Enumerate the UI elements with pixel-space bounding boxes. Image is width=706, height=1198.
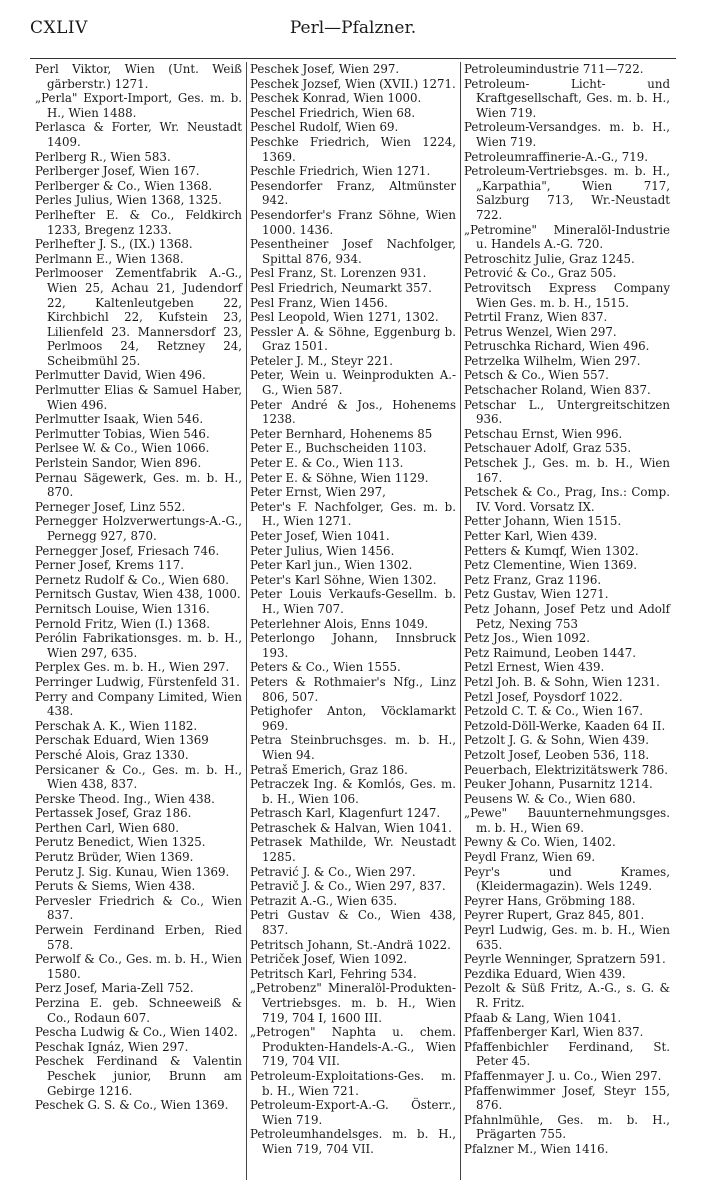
directory-entry: Petroleum- Licht- und Kraftgesellschaft, Ges. m. b. H., Wien 719. — [464, 76, 670, 120]
directory-entry: Pfaffenmayer J. u. Co., Wien 297. — [464, 1068, 662, 1083]
directory-entry: Peschel Rudolf, Wien 69. — [250, 120, 399, 135]
directory-entry: Petraczek Ing. & Komlós, Ges. m. b. H., Wien 106. — [250, 777, 456, 806]
directory-entry: Pervesler Friedrich & Co., Wien 837. — [35, 893, 242, 923]
directory-entry: Petritsch Johann, St.-Andrä 1022. — [250, 937, 451, 952]
directory-entry: Pezolt & Süß Fritz, A.-G., s. G. & R. Fritz. — [464, 981, 670, 1010]
directory-entry: Petters & Kumqf, Wien 1302. — [464, 543, 639, 558]
directory-entry: Petighofer Anton, Vöcklamarkt 969. — [250, 704, 456, 733]
directory-entry: Petravić J. & Co., Wien 297. — [250, 864, 416, 879]
directory-entry: Peuerbach, Elektrizitätswerk 786. — [464, 762, 669, 777]
directory-entry: Perringer Ludwig, Fürstenfeld 31. — [35, 674, 240, 689]
directory-entry: Peyrl Ludwig, Ges. m. b. H., Wien 635. — [464, 923, 670, 952]
directory-entry: Petz Raimund, Leoben 1447. — [464, 645, 637, 660]
directory-entry: Petri Gustav & Co., Wien 438, 837. — [250, 908, 456, 938]
directory-entry: Perlmutter Isaak, Wien 546. — [35, 412, 204, 427]
directory-entry: Perlmutter Elias & Samuel Haber, Wien 496. — [35, 383, 242, 412]
directory-entry: Petrović & Co., Graz 505. — [464, 266, 617, 281]
directory-entry: Peschek G. S. & Co., Wien 1369. — [35, 1098, 229, 1113]
directory-entry: Peter Karl jun., Wien 1302. — [250, 558, 413, 573]
directory-entry: Perske Theod. Ing., Wien 438. — [35, 791, 215, 806]
directory-entry: Pernitsch Gustav, Wien 438, 1000. — [35, 587, 241, 602]
directory-entry: Petz Gustav, Wien 1271. — [464, 587, 609, 602]
directory-entry: Petter Johann, Wien 1515. — [464, 514, 622, 529]
directory-entry: Pesentheiner Josef Nachfolger, Spittal 876, 934. — [250, 237, 456, 266]
directory-entry: Petrtil Franz, Wien 837. — [464, 310, 608, 325]
directory-entry: Peterlongo Johann, Innsbruck 193. — [250, 631, 456, 660]
directory-entry: Petrazit A.-G., Wien 635. — [250, 893, 398, 908]
directory-entry: Perólin Fabrikationsges. m. b. H., Wien 297, 635. — [35, 631, 242, 660]
directory-entry: Peter E., Buchscheiden 1103. — [250, 441, 427, 456]
directory-entry: Peschle Friedrich, Wien 1271. — [250, 164, 431, 179]
directory-entry: Perlhefter J. S., (IX.) 1368. — [35, 237, 193, 252]
directory-entry: Perlmann E., Wien 1368. — [35, 251, 184, 266]
directory-entry: Petriček Josef, Wien 1092. — [250, 952, 408, 967]
directory-entry: Peter Bernhard, Hohenems 85 — [250, 426, 433, 441]
directory-entry: Petroleumraffinerie-A.-G., 719. — [464, 149, 648, 164]
directory-entry: Petroleum-Export-A.-G. Österr., Wien 719. — [250, 1098, 456, 1127]
directory-entry: Peter's Karl Söhne, Wien 1302. — [250, 572, 437, 587]
directory-entry: Pewny & Co. Wien, 1402. — [464, 835, 616, 850]
directory-entry: Petraš Emerich, Graz 186. — [250, 762, 408, 777]
page-header — [30, 18, 676, 44]
directory-entry: Peyrer Rupert, Graz 845, 801. — [464, 908, 645, 923]
directory-entry: Pesl Leopold, Wien 1271, 1302. — [250, 310, 439, 325]
directory-entry: Peschak Ignáz, Wien 297. — [35, 1039, 189, 1054]
directory-entry: Petroleum-Vertriebsges. m. b. H., „Karpathia", Wien 717, Salzburg 713, Wr.-Neustadt 722. — [464, 164, 670, 222]
directory-entry: Petzolt J. G. & Sohn, Wien 439. — [464, 733, 649, 748]
directory-entry: Pessler A. & Söhne, Eggenburg b. Graz 1501. — [250, 324, 456, 354]
directory-entry: Peter Josef, Wien 1041. — [250, 529, 390, 543]
directory-entry: Peschel Friedrich, Wien 68. — [250, 105, 416, 120]
directory-entry: Peter Louis Verkaufs-Gesellm. b. H., Wien 707. — [250, 587, 456, 616]
directory-entry: Pfahnlmühle, Ges. m. b. H., Prägarten 755. — [464, 1112, 670, 1142]
directory-entry: Pfaab & Lang, Wien 1041. — [464, 1010, 622, 1025]
directory-entry: Peter André & Jos., Hohenems 1238. — [250, 397, 456, 427]
directory-entry: Perz Josef, Maria-Zell 752. — [35, 981, 194, 996]
directory-entry: Perthen Carl, Wien 680. — [35, 820, 179, 835]
directory-columns — [32, 62, 674, 1180]
directory-entry: Perplex Ges. m. b. H., Wien 297. — [35, 660, 230, 675]
directory-entry: Perneger Josef, Linz 552. — [35, 499, 186, 514]
directory-entry: Peter Ernst, Wien 297, — [250, 485, 386, 500]
directory-entry: Peter E. & Söhne, Wien 1129. — [250, 470, 429, 485]
directory-entry: Pescha Ludwig & Co., Wien 1402. — [35, 1025, 238, 1040]
directory-entry: Peyrer Hans, Gröbming 188. — [464, 893, 636, 908]
directory-entry: „Pewe" Bauunternehmungsges. m. b. H., Wien 69. — [464, 806, 670, 835]
directory-entry: Petzold C. T. & Co., Wien 167. — [464, 704, 643, 719]
directory-entry: Pernetz Rudolf & Co., Wien 680. — [35, 572, 230, 587]
directory-entry: Petroleumhandelsges. m. b. H., Wien 719, 704 VII. — [250, 1127, 456, 1156]
directory-entry: Petraschek & Halvan, Wien 1041. — [250, 820, 452, 835]
running-title: Perl—Pfalzner. — [289, 18, 417, 38]
directory-entry: Peter Julius, Wien 1456. — [250, 543, 395, 558]
directory-entry: Pesendorfer Franz, Altmünster 942. — [250, 178, 456, 208]
directory-entry: Pernegger Holzverwertungs-A.-G., Pernegg 927, 870. — [35, 514, 242, 543]
directory-entry: Pernegger Josef, Friesach 746. — [35, 543, 220, 558]
directory-entry: Peschek Konrad, Wien 1000. — [250, 91, 422, 106]
directory-entry: Perschak A. K., Wien 1182. — [35, 718, 198, 733]
directory-entry: Petz Johann, Josef Petz und Adolf Petz, Nexing 753 — [464, 601, 670, 631]
directory-entry: Persicaner & Co., Ges. m. b. H., Wien 438, 837. — [35, 762, 242, 792]
directory-entry: Petz Franz, Graz 1196. — [464, 572, 602, 587]
directory-entry: Perutz Brüder, Wien 1369. — [35, 850, 194, 865]
directory-entry: Petz Clementine, Wien 1369. — [464, 558, 638, 573]
directory-entry: Perwein Ferdinand Erben, Ried 578. — [35, 923, 242, 952]
directory-entry: Pfaffenberger Karl, Wien 837. — [464, 1025, 644, 1040]
directory-entry: „Petrobenz" Mineralöl-Produkten-Vertriebsges. m. b. H., Wien 719, 704 I, 1600 III. — [250, 981, 456, 1025]
directory-entry: Peuker Johann, Pusarnitz 1214. — [464, 777, 653, 792]
directory-entry: Perzina E. geb. Schneeweiß & Co., Rodaun 607. — [35, 996, 242, 1025]
column-1 — [32, 62, 246, 1180]
directory-entry: Perlmutter Tobias, Wien 546. — [35, 426, 210, 441]
directory-entry: Perles Julius, Wien 1368, 1325. — [35, 193, 222, 208]
directory-entry: Peyrle Wenninger, Spratzern 591. — [464, 952, 666, 967]
directory-entry: Petsch & Co., Wien 557. — [464, 368, 609, 383]
directory-entry: Pertassek Josef, Graz 186. — [35, 806, 192, 821]
directory-entry: Petzl Ernest, Wien 439. — [464, 660, 605, 675]
directory-entry: Petschau Ernst, Wien 996. — [464, 426, 623, 441]
directory-entry: Petra Steinbruchsges. m. b. H., Wien 94. — [250, 733, 456, 762]
directory-entry: Petschek & Co., Prag, Ins.: Comp. IV. Vord. Vorsatz IX. — [464, 485, 670, 514]
directory-entry: Petrovitsch Express Company Wien Ges. m. b. H., 1515. — [464, 280, 670, 310]
directory-entry: „Petrogen" Naphta u. chem. Produkten-Handels-A.-G., Wien 719, 704 VII. — [250, 1025, 456, 1069]
page-number: CXLIV — [30, 18, 88, 38]
directory-entry: Peterlehner Alois, Enns 1049. — [250, 616, 429, 631]
directory-entry: Pesl Franz, St. Lorenzen 931. — [250, 266, 427, 281]
directory-entry: Peschek Josef, Wien 297. — [250, 62, 400, 76]
directory-entry: Perlstein Sandor, Wien 896. — [35, 456, 202, 471]
directory-entry: Petzold-Döll-Werke, Kaaden 64 II. — [464, 718, 666, 733]
directory-entry: Peschek Ferdinand & Valentin Peschek junior, Brunn am Gebirge 1216. — [35, 1054, 242, 1098]
directory-entry: Peteler J. M., Steyr 221. — [250, 353, 394, 368]
directory-entry: Petroschitz Julie, Graz 1245. — [464, 251, 635, 266]
directory-entry: Perlberger & Co., Wien 1368. — [35, 178, 213, 193]
directory-entry: Pfaffenwimmer Josef, Steyr 155, 876. — [464, 1083, 670, 1113]
directory-entry: Petschacher Roland, Wien 837. — [464, 383, 651, 398]
directory-entry: Petroleumindustrie 711—722. — [464, 62, 644, 76]
directory-entry: Perlhefter E. & Co., Feldkirch 1233, Bregenz 1233. — [35, 207, 242, 237]
directory-entry: Pfaffenbichler Ferdinand, St. Peter 45. — [464, 1039, 670, 1069]
directory-entry: Perschak Eduard, Wien 1369 — [35, 733, 209, 748]
directory-entry: Petter Karl, Wien 439. — [464, 529, 598, 543]
directory-entry: Petzl Joh. B. & Sohn, Wien 1231. — [464, 674, 660, 689]
directory-entry: Perl Viktor, Wien (Unt. Weiß gärberstr.) 1271. — [35, 62, 242, 91]
header-rule — [30, 58, 676, 59]
directory-entry: Pfalzner M., Wien 1416. — [464, 1141, 609, 1156]
directory-entry: Pesl Friedrich, Neumarkt 357. — [250, 280, 432, 295]
directory-entry: Petrasek Mathilde, Wr. Neustadt 1285. — [250, 835, 456, 865]
directory-entry: Peydl Franz, Wien 69. — [464, 850, 596, 865]
directory-entry: Perwolf & Co., Ges. m. b. H., Wien 1580. — [35, 952, 242, 981]
directory-entry: Perry and Company Limited, Wien 438. — [35, 689, 242, 719]
directory-entry: Petschar L., Untergreitschitzen 936. — [464, 397, 670, 427]
directory-entry: Perlmutter David, Wien 496. — [35, 368, 206, 383]
directory-entry: „Petromine" Mineralöl-Industrie u. Handels A.-G. 720. — [464, 222, 670, 252]
directory-entry: Petz Jos., Wien 1092. — [464, 631, 591, 646]
directory-entry: Petrasch Karl, Klagenfurt 1247. — [250, 806, 441, 821]
directory-entry: Petrus Wenzel, Wien 297. — [464, 324, 617, 339]
directory-entry: Peyr's und Krames, (Kleidermagazin). Wels 1249. — [464, 864, 670, 894]
directory-entry: Pernau Sägewerk, Ges. m. b. H., 870. — [35, 470, 242, 500]
directory-entry: Peschke Friedrich, Wien 1224, 1369. — [250, 134, 456, 164]
directory-entry: Petritsch Karl, Fehring 534. — [250, 966, 417, 981]
column-2 — [246, 62, 460, 1180]
directory-entry: Petravič J. & Co., Wien 297, 837. — [250, 879, 446, 894]
directory-entry: Peter, Wein u. Weinprodukten A.-G., Wien 587. — [250, 368, 456, 398]
directory-entry: Perlberg R., Wien 583. — [35, 149, 171, 164]
directory-entry: Perlsee W. & Co., Wien 1066. — [35, 441, 210, 456]
directory-entry: Petroleum-Versandges. m. b. H., Wien 719. — [464, 120, 670, 149]
directory-entry: Perlmooser Zementfabrik A.-G., Wien 25, Achau 21, Judendorf 22, Kaltenleutgeben 22, Kirchbichl 22, Kufstein 23, Lilienfeld 23. Mannersdorf 23, Perlmoos 24, Retzney 24, Scheibmühl 25. — [35, 266, 242, 368]
directory-entry: Petroleum-Exploitations-Ges. m. b. H., Wien 721. — [250, 1068, 456, 1098]
directory-entry: Petschek J., Ges. m. b. H., Wien 167. — [464, 456, 670, 485]
directory-entry: Peschek Jozsef, Wien (XVII.) 1271. — [250, 76, 456, 91]
directory-entry: „Perla" Export-Import, Ges. m. b. H., Wien 1488. — [35, 91, 242, 120]
directory-entry: Perlasca & Forter, Wr. Neustadt 1409. — [35, 120, 242, 149]
directory-entry: Pesendorfer's Franz Söhne, Wien 1000. 1436. — [250, 207, 456, 237]
directory-entry: Peters & Co., Wien 1555. — [250, 660, 401, 675]
directory-entry: Petzl Josef, Poysdorf 1022. — [464, 689, 623, 704]
directory-entry: Perutz J. Sig. Kunau, Wien 1369. — [35, 864, 230, 879]
directory-entry: Perner Josef, Krems 117. — [35, 558, 184, 573]
directory-entry: Pernitsch Louise, Wien 1316. — [35, 601, 210, 616]
directory-entry: Petrzelka Wilhelm, Wien 297. — [464, 353, 641, 368]
column-3 — [460, 62, 674, 1180]
directory-entry: Pernold Fritz, Wien (I.) 1368. — [35, 616, 211, 631]
directory-entry: Perlberger Josef, Wien 167. — [35, 164, 200, 179]
directory-entry: Petzolt Josef, Leoben 536, 118. — [464, 747, 650, 762]
directory-entry: Peter's F. Nachfolger, Ges. m. b. H., Wien 1271. — [250, 499, 456, 529]
directory-entry: Perutz Benedict, Wien 1325. — [35, 835, 206, 850]
directory-entry: Persché Alois, Graz 1330. — [35, 747, 189, 762]
directory-entry: Pesl Franz, Wien 1456. — [250, 295, 388, 310]
directory-entry: Petschauer Adolf, Graz 535. — [464, 441, 632, 456]
directory-entry: Peters & Rothmaier's Nfg., Linz 806, 507. — [250, 674, 456, 704]
directory-entry: Peter E. & Co., Wien 113. — [250, 456, 404, 471]
directory-entry: Peruts & Siems, Wien 438. — [35, 879, 196, 894]
directory-entry: Peusens W. & Co., Wien 680. — [464, 791, 636, 806]
directory-entry: Petruschka Richard, Wien 496. — [464, 339, 650, 354]
directory-entry: Pezdika Eduard, Wien 439. — [464, 966, 626, 981]
